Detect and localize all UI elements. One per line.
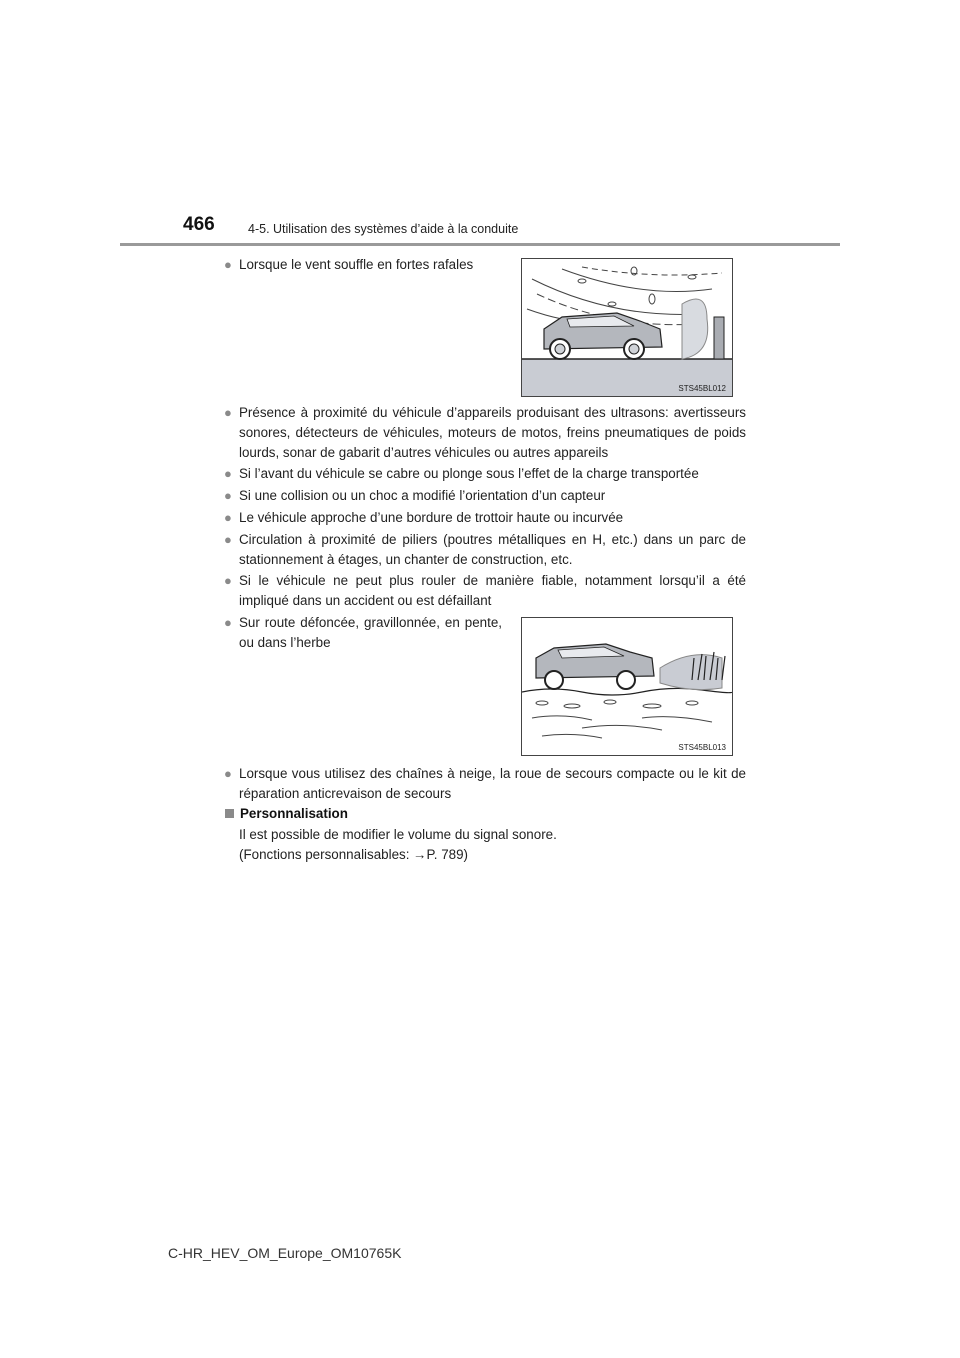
section-title: 4-5. Utilisation des systèmes d’aide à la conduite — [248, 222, 519, 236]
figure-caption: STS45BL012 — [678, 384, 726, 393]
footer-document-id: C-HR_HEV_OM_Europe_OM10765K — [168, 1245, 402, 1261]
rough-road-illustration — [521, 617, 733, 756]
list-item: ● Le véhicule approche d’une bordure de trottoir haute ou incurvée — [239, 508, 746, 528]
wind-scene-image — [522, 259, 732, 396]
bullet-icon: ● — [224, 573, 232, 588]
header-rule — [120, 243, 840, 246]
list-item: ● Sur route défoncée, gravillonnée, en pente, ou dans l’herbe — [224, 615, 502, 650]
bullet-icon: ● — [224, 532, 232, 547]
bullet-icon: ● — [224, 488, 232, 503]
section-heading: Personnalisation — [225, 806, 348, 821]
list-item: ● Circulation à proximité de piliers (poutres métalliques en H, etc.) dans un parc de stationnement à étages, un chanter de construction, etc. — [224, 532, 746, 567]
figure-caption: STS45BL013 — [678, 743, 726, 752]
list-item: ● Lorsque vous utilisez des chaînes à neige, la roue de secours compacte ou le kit de réparation anticrevaison de secours — [224, 766, 746, 801]
bullet-icon: ● — [224, 466, 232, 481]
wind-illustration — [521, 258, 733, 397]
list-item: ● Si le véhicule ne peut plus rouler de manière fiable, notamment lorsqu’il a été impliqué dans un accident ou est défaillant — [224, 573, 746, 608]
body-text: (Fonctions personnalisables: →P. 789) — [239, 847, 469, 862]
bullet-icon: ● — [224, 405, 232, 420]
list-item: ● Si une collision ou un choc a modifié l’orientation d’un capteur — [239, 486, 746, 506]
square-bullet-icon — [225, 809, 234, 818]
bullet-icon: ● — [224, 257, 232, 272]
page-number: 466 — [183, 214, 215, 235]
bullet-icon: ● — [224, 510, 232, 525]
list-item: ● Présence à proximité du véhicule d’appareils produisant des ultrasons: avertisseurs sonores, détecteurs de véhicules, moteurs de motos, freins pneumatiques de poids lourds, sonar de gabarit d’autres véhicules ou autres appareils — [224, 405, 746, 460]
bullet-icon: ● — [224, 766, 232, 781]
list-item: ● Lorsque le vent souffle en fortes rafales — [239, 255, 504, 275]
body-text: Il est possible de modifier le volume du signal sonore. — [239, 827, 557, 842]
list-item: ● Si l’avant du véhicule se cabre ou plonge sous l’effet de la charge transportée — [239, 464, 746, 484]
bullet-icon: ● — [224, 615, 232, 630]
rough-road-scene-image — [522, 618, 732, 755]
